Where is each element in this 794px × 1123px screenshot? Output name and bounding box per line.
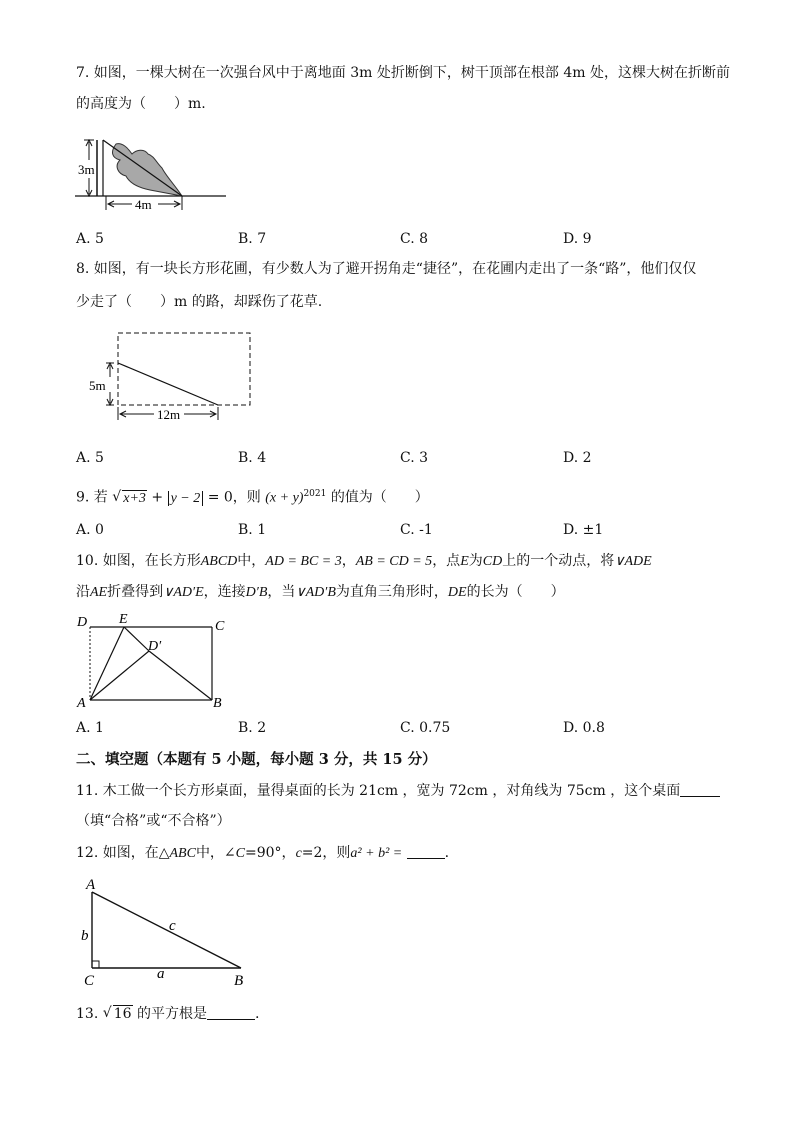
q10-text: ，当 bbox=[267, 584, 296, 600]
q12-period: . bbox=[444, 845, 450, 861]
q12-label-side-b: b bbox=[81, 928, 89, 944]
q12-var-c: c bbox=[295, 846, 302, 861]
q12-label-a-vertex: A bbox=[86, 877, 96, 893]
q9-option-c[interactable]: C. -1 bbox=[400, 522, 433, 538]
q10-ab-eq: AB = CD = 5 bbox=[355, 554, 433, 569]
q12-text: =2，则 bbox=[301, 845, 351, 861]
q12-expression: a² + b² = bbox=[350, 846, 403, 861]
q10-rect-name: ABCD bbox=[200, 554, 238, 569]
q10-triangle-ad-b: ∨AD′B bbox=[295, 585, 336, 600]
q10-text: 10. 如图，在长方形 bbox=[76, 553, 201, 569]
q9-eq: = 0，则 bbox=[207, 489, 261, 506]
q10-segment-de: DE bbox=[447, 585, 467, 600]
q10-text: 折叠得到 bbox=[107, 584, 164, 600]
q12-angle-c: C bbox=[235, 846, 246, 861]
q10-stem-line1 bbox=[76, 551, 652, 572]
q10-segment-ae: AE bbox=[90, 585, 108, 600]
q10-text: 的长为（ ） bbox=[466, 584, 565, 600]
q12-label-c-vertex: C bbox=[84, 973, 95, 989]
q10-text: 上的一个动点，将 bbox=[502, 553, 615, 569]
q9-plus: + bbox=[151, 489, 168, 506]
q9-suffix: 的值为（ ） bbox=[330, 489, 429, 506]
q10-option-b[interactable]: B. 2 bbox=[238, 720, 267, 736]
q9-prefix: 9. 若 bbox=[76, 489, 108, 506]
q10-triangle-ad-e: ∨AD′E bbox=[163, 585, 204, 600]
q9-radicand: x+3 bbox=[123, 490, 146, 506]
q8-base-label: 12m bbox=[157, 407, 181, 422]
q10-text: ，点 bbox=[432, 553, 461, 569]
q9-option-d[interactable]: D. ±1 bbox=[563, 522, 604, 538]
q7-height-label: 3m bbox=[78, 162, 95, 177]
q9-exponent: 2021 bbox=[303, 489, 327, 499]
q7-base-label: 4m bbox=[135, 197, 152, 212]
q8-stem-line2: 少走了（ ）m 的路，却踩伤了花草. bbox=[76, 294, 323, 310]
q12-stem bbox=[76, 843, 449, 864]
q9-sqrt-sign-icon: √ bbox=[112, 488, 122, 505]
q7-stem-line1: 7. 如图，一棵大树在一次强台风中于离地面 3m 处折断倒下，树干顶部在根部 4m 处，这棵大树在折断前 bbox=[76, 65, 730, 81]
q12-text: 12. 如图，在△ bbox=[76, 845, 170, 861]
q10-label-d-prime: D′ bbox=[148, 639, 162, 654]
q10-text: ， bbox=[341, 553, 356, 569]
q13-text: 的平方根是 bbox=[137, 1006, 207, 1022]
q9-stem bbox=[76, 484, 429, 509]
q10-triangle-ade: ∨ADE bbox=[614, 554, 652, 569]
q13-stem bbox=[76, 1004, 259, 1024]
q13-answer-blank[interactable] bbox=[207, 1005, 255, 1020]
q10-text: 为 bbox=[468, 553, 483, 569]
q9-base: (x + y) bbox=[265, 490, 304, 506]
q12-answer-blank[interactable] bbox=[407, 844, 445, 859]
q8-option-c[interactable]: C. 3 bbox=[400, 450, 429, 466]
q10-text: 沿 bbox=[76, 584, 90, 600]
section-heading: 二、填空题（本题有 5 小题，每小题 3 分，共 15 分） bbox=[76, 751, 437, 768]
q7-option-c[interactable]: C. 8 bbox=[400, 231, 429, 247]
q13-sqrt bbox=[103, 1004, 133, 1024]
q8-option-a[interactable]: A. 5 bbox=[76, 450, 104, 466]
q10-label-e: E bbox=[119, 612, 128, 627]
q12-text: 中，∠ bbox=[195, 845, 236, 861]
q12-label-b-vertex: B bbox=[234, 973, 244, 989]
q11-stem-line1 bbox=[76, 781, 720, 801]
q7-option-d[interactable]: D. 9 bbox=[563, 231, 592, 247]
q9-sqrt bbox=[112, 488, 147, 509]
q10-option-a[interactable]: A. 1 bbox=[76, 720, 104, 736]
q7-option-a[interactable]: A. 5 bbox=[76, 231, 104, 247]
q10-label-c: C bbox=[215, 619, 225, 634]
q12-label-side-c: c bbox=[169, 918, 176, 934]
q9-option-a[interactable]: A. 0 bbox=[76, 522, 104, 538]
q11-stem-line2: （填“合格”或“不合格”） bbox=[76, 813, 231, 829]
q9-option-b[interactable]: B. 1 bbox=[238, 522, 267, 538]
q10-label-b: B bbox=[213, 696, 222, 711]
q12-label-side-a: a bbox=[157, 966, 165, 982]
q10-text: ，连接 bbox=[203, 584, 246, 600]
q8-option-d[interactable]: D. 2 bbox=[563, 450, 592, 466]
q7-stem-line2: 的高度为（ ）m. bbox=[76, 96, 206, 112]
q10-stem-line2 bbox=[76, 582, 565, 603]
q10-segment-db: D′B bbox=[245, 585, 268, 600]
q9-abs-content: y − 2 bbox=[170, 490, 201, 506]
q10-segment-cd: CD bbox=[482, 554, 503, 569]
q10-point-e: E bbox=[460, 554, 469, 569]
q10-text: 中， bbox=[237, 553, 266, 569]
q10-label-a: A bbox=[77, 696, 86, 711]
q12-triangle-name: ABC bbox=[169, 846, 196, 861]
q10-option-c[interactable]: C. 0.75 bbox=[400, 720, 451, 736]
q10-label-d: D bbox=[77, 615, 88, 630]
q12-text: =90°， bbox=[245, 845, 296, 861]
q8-option-b[interactable]: B. 4 bbox=[238, 450, 267, 466]
q10-option-d[interactable]: D. 0.8 bbox=[563, 720, 605, 736]
q10-rectangle-figure bbox=[72, 610, 237, 710]
q8-height-label: 5m bbox=[89, 378, 106, 393]
q9-abs bbox=[168, 491, 204, 506]
q11-text: 11. 木工做一个长方形桌面，量得桌面的长为 21cm ，宽为 72cm ，对角线为 75cm ，这个桌面 bbox=[76, 783, 681, 799]
q11-answer-blank[interactable] bbox=[680, 782, 720, 797]
q12-triangle-figure bbox=[76, 872, 256, 990]
q10-text: 为直角三角形时， bbox=[335, 584, 448, 600]
q13-sqrt-sign-icon: √ bbox=[102, 1005, 112, 1021]
q13-period: . bbox=[255, 1006, 260, 1022]
q13-number: 13. bbox=[76, 1006, 99, 1022]
q7-tree-figure bbox=[70, 128, 240, 216]
q10-ad-eq: AD = BC = 3 bbox=[265, 554, 342, 569]
q13-radicand: 16 bbox=[113, 1006, 132, 1022]
q8-garden-figure bbox=[84, 330, 264, 426]
q7-option-b[interactable]: B. 7 bbox=[238, 231, 267, 247]
q8-stem-line1: 8. 如图，有一块长方形花圃，有少数人为了避开拐角走“捷径”，在花圃内走出了一条“路”，他们仅仅 bbox=[76, 261, 697, 277]
